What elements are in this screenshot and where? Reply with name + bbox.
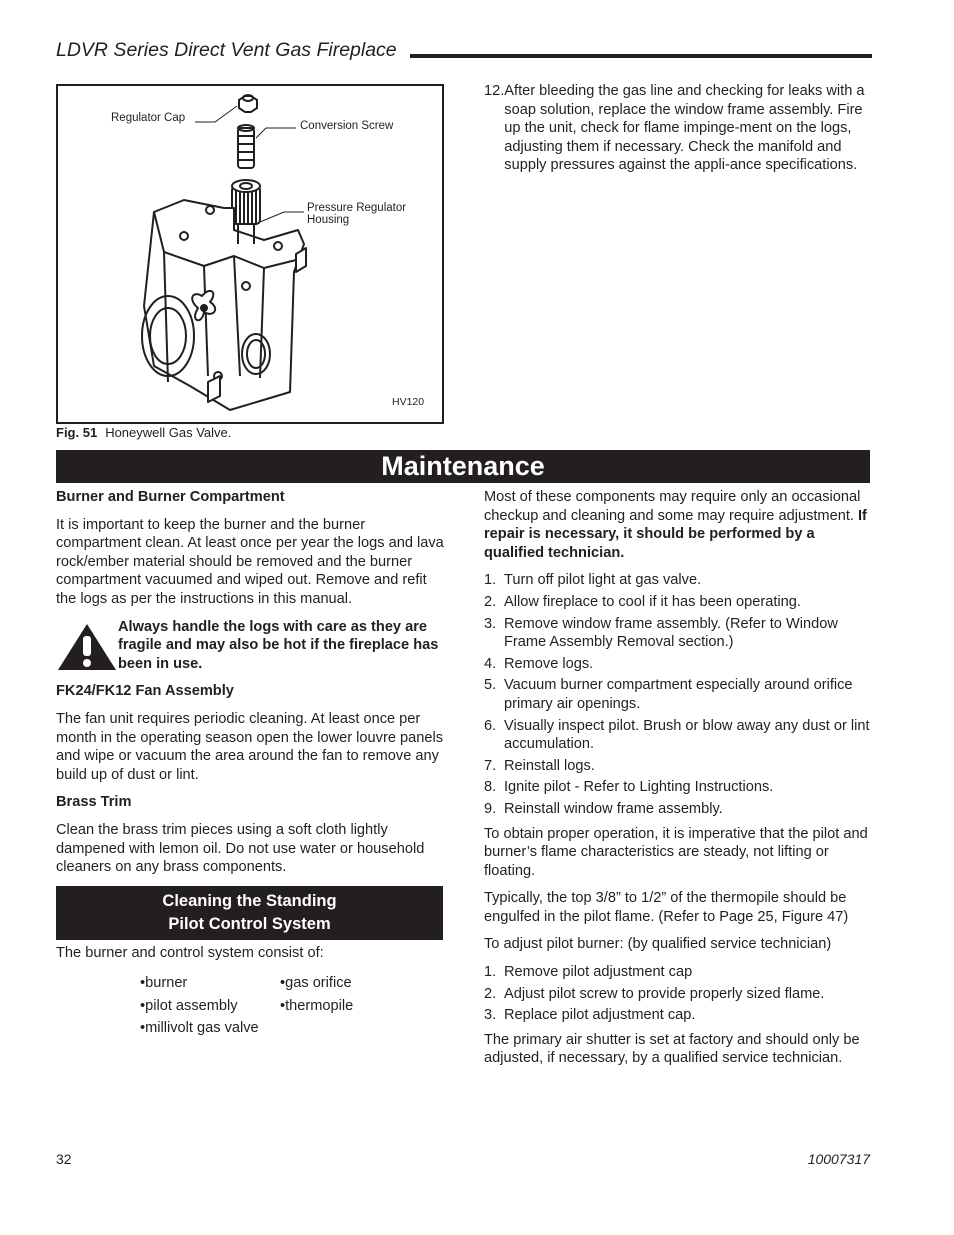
list-item (484, 778, 874, 797)
intro-paragraph (484, 488, 874, 562)
step-text: Turn off pilot light at gas valve. (504, 572, 702, 589)
step-text: Adjust pilot screw to provide properly sized flame. (504, 985, 825, 1002)
fan-text: The fan unit requires periodic cleaning. At least once per month in the operating season open the lower louvre panels and wipe or vacuum the area around the fan to remove any build up of dust or lint. (56, 710, 443, 783)
step-number: 7. (484, 757, 497, 774)
list-item (484, 593, 874, 612)
step-number: 1. (484, 572, 497, 589)
figure-code: HV120 (392, 396, 425, 408)
list-item: • thermopile (280, 997, 420, 1016)
figure-caption-text: Honeywell Gas Valve. (105, 425, 232, 440)
list-item (484, 571, 874, 590)
step-text: Vacuum burner compartment especially around orifice primary air openings. (504, 677, 853, 712)
header-rule (410, 54, 872, 58)
thermopile-paragraph: Typically, the top 3/8” to 1/2” of the thermopile should be engulfed in the pilot flame. (Refer to Page 25, Figure 47) (484, 890, 849, 925)
label-pressure-regulator: Pressure Regulator (307, 202, 407, 214)
header-title: LDVR Series Direct Vent Gas Fireplace (56, 39, 397, 61)
step-text: Allow fireplace to cool if it has been operating. (504, 593, 801, 610)
list-item: • burner (140, 974, 280, 993)
burner-text: It is important to keep the burner and the burner compartment clean. At least once per year the logs and lava rock/ember material should be removed and the burner compartment vacuumed and wiped out. Remove and refit the logs as per the instructions in this manual. (56, 516, 444, 607)
brass-heading: Brass Trim (56, 794, 132, 811)
warning-icon (56, 622, 118, 672)
label-regulator-cap: Regulator Cap (111, 112, 186, 124)
shutter-paragraph: The primary air shutter is set at factory and should only be adjusted, if necessary, by a qualified service technician. (484, 1031, 860, 1067)
pilot-heading-line1: Cleaning the Standing (162, 891, 337, 910)
list-item: • millivolt gas valve (140, 1019, 280, 1038)
pilot-control-banner (56, 886, 443, 940)
list-item (484, 676, 874, 713)
step-12-number: 12. (484, 83, 505, 99)
left-column (56, 488, 448, 1038)
list-item (484, 655, 874, 674)
component-list (140, 974, 448, 1038)
step-number: 4. (484, 655, 497, 672)
step-text: Ignite pilot - Refer to Lighting Instructions. (504, 779, 774, 796)
list-item: • gas orifice (280, 974, 420, 993)
list-item (484, 717, 874, 754)
step-number: 3. (484, 615, 497, 632)
document-number: 10007317 (807, 1151, 870, 1167)
step-12 (484, 82, 874, 175)
list-item (484, 1006, 874, 1025)
adjust-intro: To adjust pilot burner: (by qualified service technician) (484, 936, 832, 953)
list-item (484, 800, 874, 819)
warning-text: Always handle the logs with care as they are fragile and may also be hot if the fireplace has been in use. (118, 618, 439, 672)
burner-heading: Burner and Burner Compartment (56, 489, 285, 505)
fan-heading: FK24/FK12 Fan Assembly (56, 683, 234, 700)
step-text: Reinstall window frame assembly. (504, 800, 723, 817)
maintenance-steps (484, 571, 874, 818)
step-text: Remove pilot adjustment cap (504, 964, 693, 981)
step-text: Remove window frame assembly. (Refer to Window Frame Assembly Removal section.) (504, 615, 838, 651)
right-column (484, 488, 874, 1077)
step-number: 2. (484, 593, 497, 610)
step-text: Replace pilot adjustment cap. (504, 1007, 696, 1024)
list-item: • pilot assembly (140, 997, 280, 1016)
adjust-steps (484, 963, 874, 1025)
step-number: 8. (484, 779, 497, 796)
step-text: Remove logs. (504, 655, 594, 672)
step-12-text: After bleeding the gas line and checking for leaks with a soap solution, replace the window frame assembly. Fire up the unit, check for flame impinge-ment on the logs, adjusting them if necessary. Check the manifold and supply pressures against the appli-ance specifications. (504, 83, 865, 174)
system-intro: The burner and control system consist of: (56, 944, 324, 961)
label-conversion-screw: Conversion Screw (300, 120, 394, 132)
operation-paragraph: To obtain proper operation, it is imperative that the pilot and burner’s flame characteristics are steady, not lifting or floating. (484, 825, 868, 879)
step-number: 1. (484, 964, 497, 981)
list-item (484, 963, 874, 982)
intro-plain: Most of these components may require only an occasional checkup and cleaning and some may require adjustment. (484, 489, 861, 524)
step-number: 2. (484, 985, 497, 1002)
pilot-heading-line2: Pilot Control System (168, 914, 331, 933)
step-text: Visually inspect pilot. Brush or blow away any dust or lint accumulation. (504, 717, 870, 753)
figure-honeywell-gas-valve (56, 84, 444, 424)
maintenance-title: Maintenance (381, 451, 545, 481)
step-number: 3. (484, 1007, 497, 1024)
list-item (484, 985, 874, 1004)
label-housing: Housing (307, 214, 350, 226)
list-item (484, 615, 874, 652)
brass-text: Clean the brass trim pieces using a soft cloth lightly dampened with lemon oil. Do not use water or household cleaners on any brass components. (56, 821, 425, 876)
intro-bold: If repair is necessary, it should be performed by a qualified technician. (484, 507, 867, 561)
maintenance-banner (56, 450, 870, 483)
figure-number: Fig. 51 (56, 425, 98, 440)
step-number: 6. (484, 717, 497, 734)
step-number: 5. (484, 677, 497, 694)
step-number: 9. (484, 800, 497, 817)
figure-caption (56, 424, 231, 443)
warning-box (56, 618, 448, 674)
page-number: 32 (56, 1151, 72, 1167)
gas-valve-illustration (58, 86, 442, 422)
list-item (484, 757, 874, 776)
step-text: Reinstall logs. (504, 757, 595, 774)
